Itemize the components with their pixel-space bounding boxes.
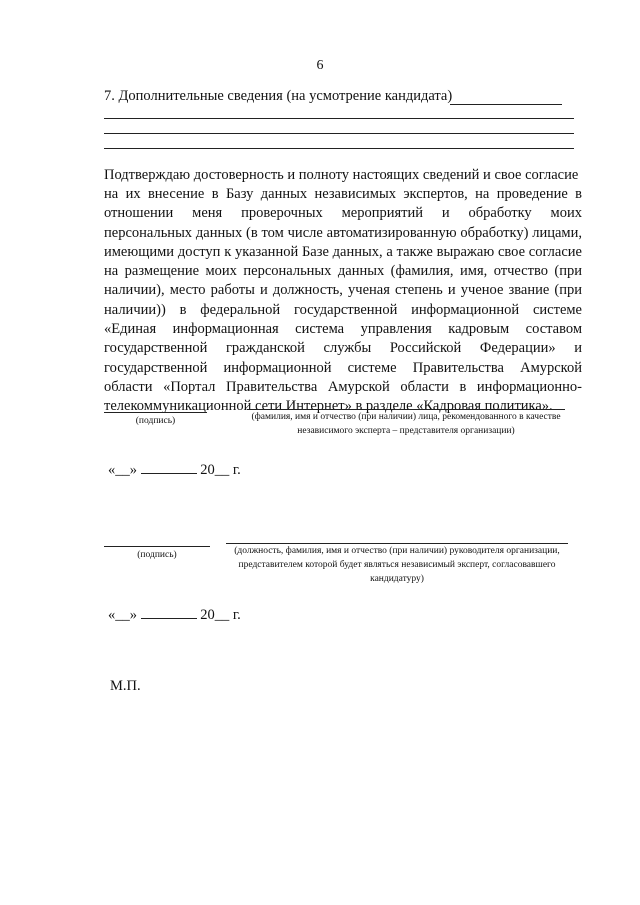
candidate-date-day: «__» xyxy=(108,462,141,478)
candidate-date-year: 20__ г. xyxy=(196,462,241,478)
head-date-day: «__» xyxy=(108,607,141,623)
head-date-year: 20__ г. xyxy=(196,607,241,623)
head-name-caption: (должность, фамилия, имя и отчество (при наличии) руководителя организации, представителем которой будет являться независимый эксперт, согласовавшего кандидатуру) xyxy=(234,546,560,584)
candidate-date-month-blank xyxy=(141,461,197,474)
stamp-place-label: М.П. xyxy=(110,678,141,694)
section-7-answer-line xyxy=(450,104,562,105)
page-number: 6 xyxy=(316,58,324,73)
consent-first-line: Подтверждаю достоверность и полноту настоящих сведений и свое согласие xyxy=(104,167,579,183)
head-signature-line xyxy=(104,546,210,547)
consent-text: на их внесение в Базу данных независимых экспертов, на проведение в отношении меня проверочных мероприятий и обработку моих персональных данных (в том числе автоматизированную обработку) лицами, имеющими доступ к указанной Базе данных, а также выражаю свое согласие на размещение моих персональных данных (фамилия, имя, отчество (при наличии), место работы и должность, ученая степень и ученое звание (при наличии)) в федеральной государственной информационной системе «Единая информационная система управления кадровым составом государственной гражданской службы Российской Федерации» и государственной информационной системе Правительства Амурской области «Портал Правительства Амурской области в информационно-телекоммуникационной сети Интернет» в разделе «Кадровая политика». xyxy=(104,186,582,415)
consent-paragraph xyxy=(104,166,582,417)
candidate-signature-caption: (подпись) xyxy=(135,416,176,426)
section-7-blank-line-2 xyxy=(104,133,574,134)
head-date-month-blank xyxy=(141,606,197,619)
section-7-blank-line-1 xyxy=(104,118,574,119)
candidate-name-caption: (фамилия, имя и отчество (при наличии) лица, рекомендованного в качестве независимого эксперта – представителя организации) xyxy=(251,412,561,436)
section-7-blank-line-3 xyxy=(104,148,574,149)
section-7-heading: 7. Дополнительные сведения (на усмотрение кандидата) xyxy=(104,88,453,104)
head-date xyxy=(108,606,241,624)
head-signature-caption: (подпись) xyxy=(137,550,177,560)
candidate-signature-line xyxy=(104,412,207,413)
candidate-date xyxy=(108,461,241,479)
